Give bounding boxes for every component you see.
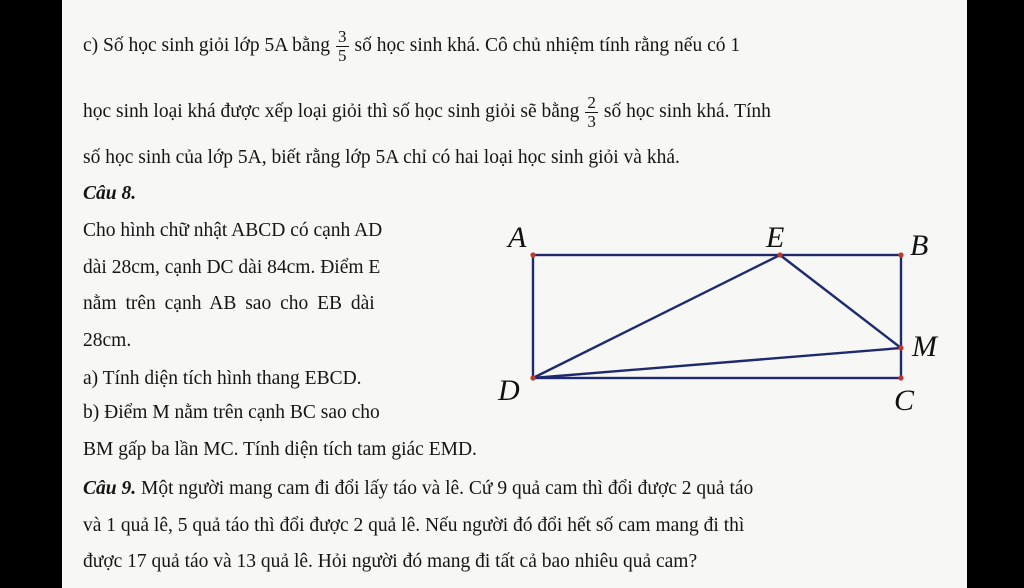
- q9-line-3: được 17 quả táo và 13 quả lê. Hỏi người đó mang đi tất cả bao nhiêu quả cam?: [83, 551, 698, 572]
- point-m: [898, 345, 903, 350]
- q8-heading: Câu 8.: [83, 183, 137, 204]
- q9-heading: Câu 9.: [83, 478, 137, 499]
- q8-line-7: BM gấp ba lần MC. Tính diện tích tam giác EMD.: [83, 439, 477, 460]
- fraction-numerator: 3: [338, 27, 347, 46]
- fraction-numerator: 2: [587, 93, 596, 112]
- label-d: D: [498, 374, 520, 407]
- q9-line-2: và 1 quả lê, 5 quả táo thì đổi được 2 quả lê. Nếu người đó đổi hết số cam mang đi thì: [83, 515, 745, 536]
- segment-de: [533, 255, 780, 378]
- fraction-denominator: 5: [338, 46, 347, 65]
- rectangle-abcd: [533, 255, 901, 378]
- label-a: A: [508, 221, 527, 254]
- q8-line-5: a) Tính diện tích hình thang EBCD.: [83, 368, 362, 389]
- q8-line-6: b) Điểm M nằm trên cạnh BC sao cho: [83, 402, 380, 423]
- part-c-line-3: số học sinh của lớp 5A, biết rằng lớp 5A chỉ có hai loại học sinh giỏi và khá.: [83, 147, 680, 168]
- part-c-text-2b: số học sinh khá. Tính: [603, 100, 771, 122]
- fraction-denominator: 3: [587, 112, 596, 131]
- label-c: C: [894, 384, 915, 417]
- segment-em: [780, 255, 901, 348]
- q8-line-3: nằm trên cạnh AB sao cho EB dài: [83, 293, 375, 314]
- point-b: [898, 252, 903, 257]
- label-e: E: [766, 221, 785, 254]
- label-m: M: [912, 330, 937, 363]
- point-c: [898, 375, 903, 380]
- q8-line-2: dài 28cm, cạnh DC dài 84cm. Điểm E: [83, 257, 381, 278]
- q9-line-1: [83, 477, 753, 501]
- figure-lines: [533, 255, 901, 378]
- document-page: [62, 0, 967, 588]
- figure-points: [530, 252, 903, 380]
- segment-dm: [533, 348, 901, 378]
- q8-line-4: 28cm.: [83, 330, 132, 351]
- part-c-text-1a: c) Số học sinh giỏi lớp 5A bằng: [83, 34, 331, 56]
- part-c-text-1b: số học sinh khá. Cô chủ nhiệm tính rằng nếu có 1: [354, 34, 741, 56]
- q9-text-1: Một người mang cam đi đổi lấy táo và lê. Cứ 9 quả cam thì đổi được 2 quả táo: [140, 478, 754, 499]
- q8-line-1: Cho hình chữ nhật ABCD có cạnh AD: [83, 220, 383, 241]
- point-a: [530, 252, 535, 257]
- point-d: [530, 375, 535, 380]
- part-c-text-2a: học sinh loại khá được xếp loại giỏi thì số học sinh giỏi sẽ bằng: [83, 100, 580, 122]
- label-b: B: [910, 229, 929, 262]
